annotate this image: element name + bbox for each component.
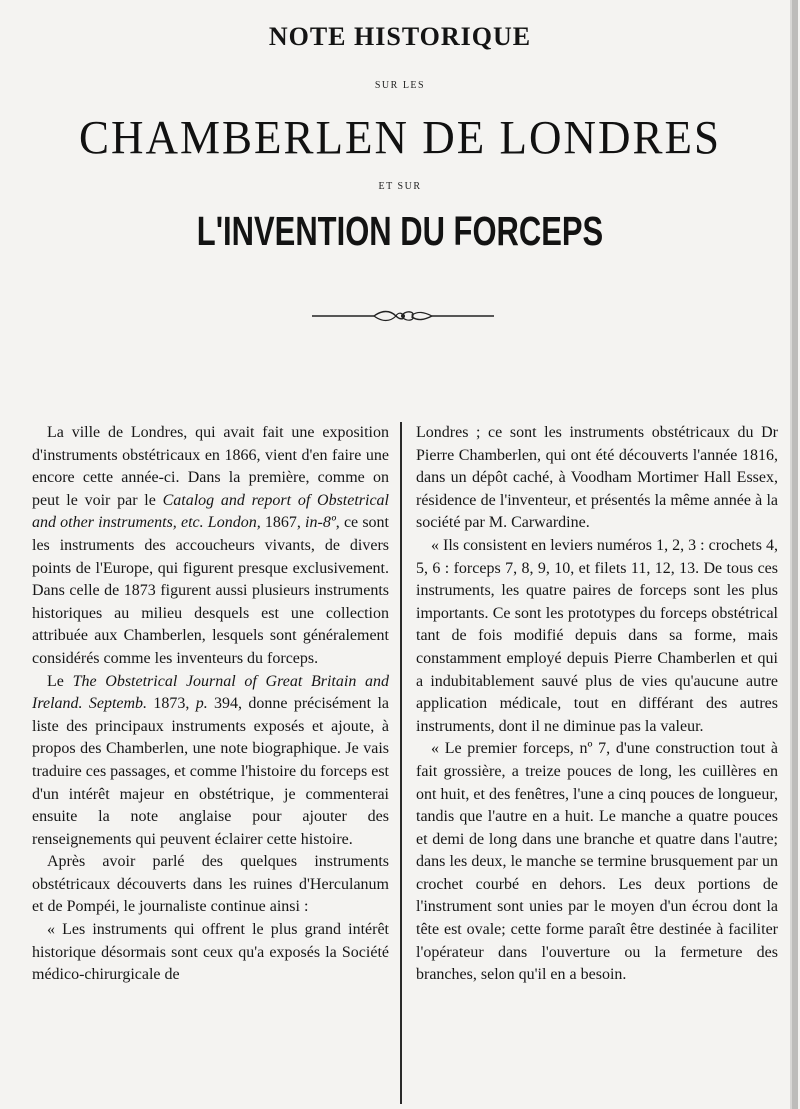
subtitle-sur-les: SUR LES bbox=[374, 80, 426, 91]
italic-span: The Obstetrical Journal of Great Britain and Ireland. Septemb. bbox=[32, 672, 390, 713]
text-span: 1867, bbox=[260, 514, 306, 532]
italic-span: in-8º bbox=[305, 514, 336, 532]
text-span: 1873, bbox=[147, 695, 196, 713]
title-chamberlen: CHAMBERLEN DE LONDRES bbox=[78, 111, 721, 165]
paragraph: « Ils consistent en leviers numéros 1, 2, 3 : crochets 4, 5, 6 : forceps 7, 8, 9, 10, et filets 11, 12, 13. De tous ces instruments, les quatre paires de forceps sont les plus importants. Ce sont les prototypes du forceps obstétrical tant de fois modifié depuis dans sa forme, mais constamment employé depuis Pierre Chamberlen et qui a indubitablement sauvé plus de vies qu'aucune autre application médicale, tout en différant des autres instruments, dont il ne diminue pas la valeur. bbox=[416, 536, 778, 735]
subtitle-et-sur: ET SUR bbox=[378, 181, 422, 192]
text-span: La ville de Londres, qui avait fait une exposition d'instruments obstétricaux en 1866, vient d'en faire une encore cette année-ci. Dans la première, comme on peut le voir par le bbox=[32, 424, 389, 509]
title-invention-forceps: L'INVENTION DU FORCEPS bbox=[196, 208, 604, 254]
page-edge-shadow bbox=[792, 0, 798, 1109]
page-edge-line bbox=[790, 0, 792, 1109]
paragraph: Après avoir parlé des quelques instruments obstétricaux découverts dans les ruines d'Herculanum et de Pompéi, le journaliste continue ainsi : bbox=[32, 853, 389, 916]
paragraph: « Les instruments qui offrent le plus grand intérêt historique désormais sont ceux qu'a exposés la Société médico-chirurgicale de bbox=[32, 921, 389, 984]
column-divider bbox=[400, 422, 402, 1104]
title-note-historique: NOTE HISTORIQUE bbox=[268, 22, 532, 51]
paragraph bbox=[32, 422, 389, 671]
left-column bbox=[32, 422, 389, 987]
text-span: , ce sont les instruments des accoucheurs vivants, de divers points de l'Europe, qui figurent presque exclusivement. Dans celle de 1873 figurent aussi plusieurs instruments historiques au milieu desquels est une collection attribuée aux Chamberlen, lesquels sont généralement considérés comme les inventeurs du forceps. bbox=[32, 514, 390, 667]
italic-span: p. bbox=[195, 695, 208, 713]
right-column bbox=[416, 422, 778, 987]
text-span: 394, donne précisément la liste des principaux instruments exposés et ajoute, à propos des Chamberlen, une note biographique. Je vais traduire ces passages, et comme l'histoire du forceps est d'un intérêt majeur en obstétrique, je commenterai ensuite la note anglaise pour ajouter des renseignements qui peuvent éclairer cette histoire. bbox=[32, 695, 389, 848]
paragraph bbox=[32, 671, 389, 852]
paragraph: Londres ; ce sont les instruments obstétricaux du Dr Pierre Chamberlen, qui ont été découverts l'année 1816, dans un dépôt caché, à Voodham Mortimer Hall Essex, résidence de l'inventeur, et présentés la même année à la société par M. Carwardine. bbox=[416, 424, 778, 532]
text-span: Le bbox=[47, 672, 73, 690]
italic-span: Catalog and report of Obstetrical and other instruments, etc. London, bbox=[32, 491, 389, 532]
paragraph: « Le premier forceps, nº 7, d'une construction tout à fait grossière, a treize pouces de long, les cuillères en ont huit, et des fenêtres, l'une a cinq pouces de longueur, tandis que l'autre en a huit. Le manche a quatre pouces et demi de long dans une branche et quatre dans l'autre; dans les deux, le manche se termine brusquement par un crochet courbé en dehors. Les deux portions de l'instrument sont unies par le moyen d'un écrou dont la tête est ovale; cette forme paraît être destinée à faciliter l'opérateur dans l'ouverture ou la fermeture des branches, selon qu'il en a besoin. bbox=[416, 740, 778, 984]
ornament-divider-icon bbox=[312, 308, 494, 324]
